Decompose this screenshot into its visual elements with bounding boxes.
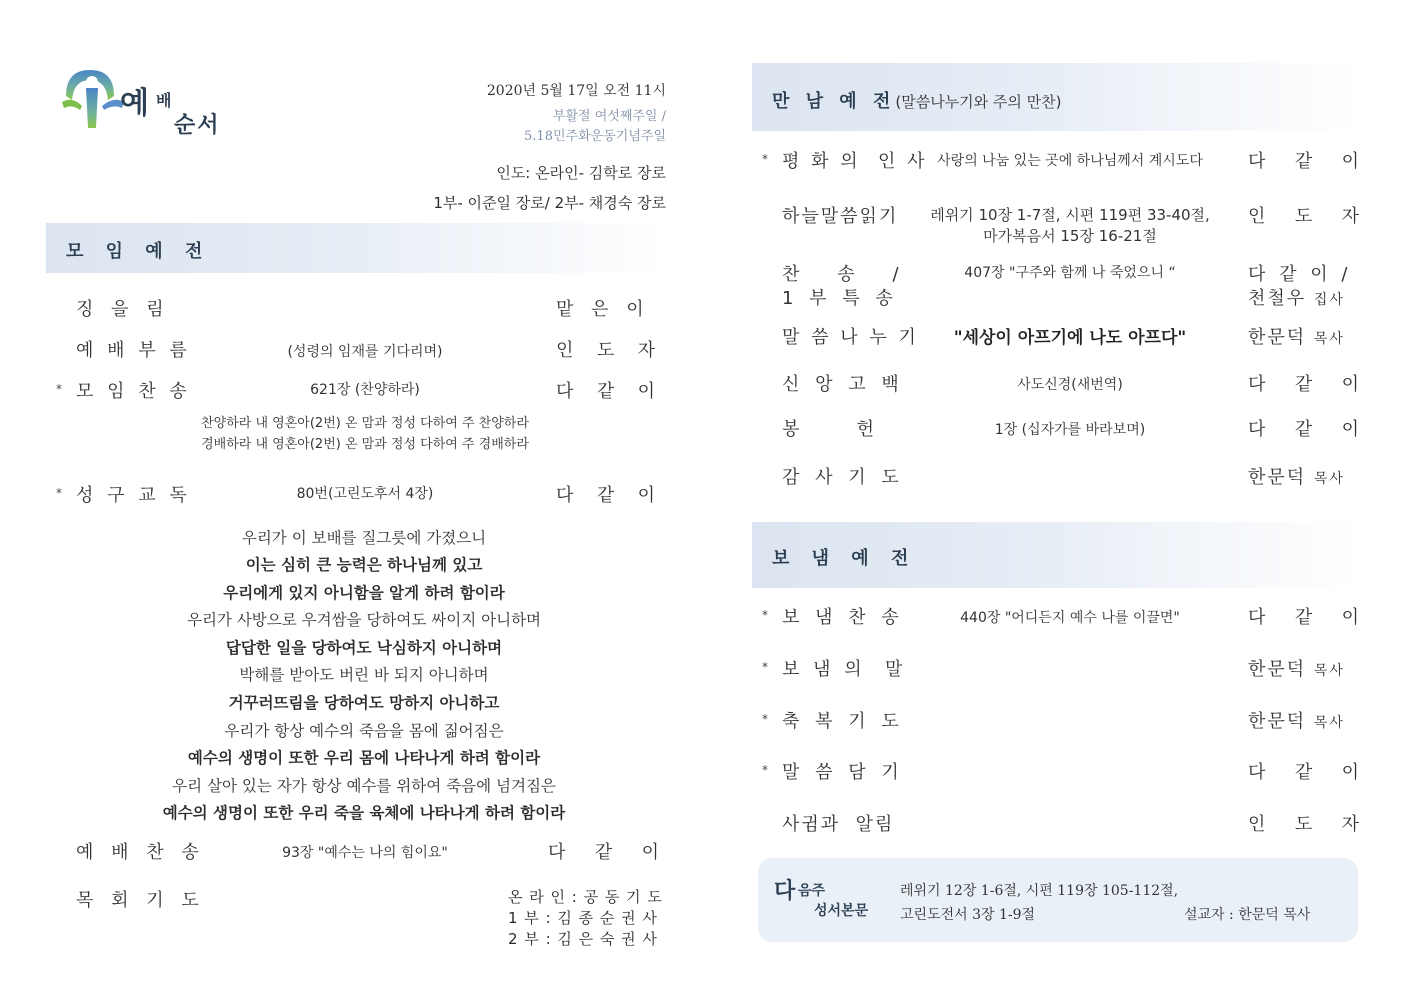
reading-line: 우리가 이 보배를 질그릇에 가졌으니: [241, 529, 487, 547]
order-row: [0, 333, 700, 363]
prayer-leaders: [508, 887, 663, 950]
leader-line-2: 1부- 이준일 장로/ 2부- 채경숙 장로: [433, 194, 666, 212]
order-item: 모 임 찬 송: [76, 381, 191, 402]
order-role: 목사: [1313, 331, 1345, 347]
order-who: 한문덕 목사: [1248, 711, 1345, 732]
order-row: [0, 478, 700, 508]
sending-title: 보 냄 예 전: [772, 548, 917, 569]
prayer-leader: 2 부 : 김 은 숙 권 사: [508, 930, 658, 948]
standing-mark: *: [762, 763, 768, 777]
next-week-label-small: 음주: [798, 883, 826, 899]
order-item: 예 배 부 름: [76, 340, 191, 361]
order-row: [0, 835, 700, 865]
order-who: 인 도 자: [556, 340, 660, 361]
sermon-title: "세상이 아프기에 나도 아프다": [953, 328, 1187, 348]
order-item: 봉 헌: [782, 419, 874, 440]
order-role: 집사: [1313, 292, 1345, 308]
order-who: 다 같 이: [548, 842, 666, 863]
meeting-title: 만 남 예 전(말씀나누기와 주의 만찬): [772, 91, 1062, 112]
standing-mark: *: [762, 608, 768, 622]
next-week-label: 다: [774, 879, 796, 904]
order-row: [752, 144, 1372, 174]
order-row: [752, 704, 1372, 734]
order-who: 한문덕 목사: [1248, 467, 1345, 488]
order-item: 징 을 림: [76, 299, 170, 320]
order-row: [752, 257, 1372, 309]
order-who: 인 도 자: [1248, 814, 1366, 835]
standing-mark: *: [762, 660, 768, 674]
order-item: 말 씀 나 누 기: [782, 327, 919, 348]
next-week-text: 고린도전서 3장 1-9절: [900, 907, 1036, 923]
order-item: 성 구 교 독: [76, 485, 191, 506]
logo-text-sub: 순서: [174, 113, 221, 138]
order-detail: 621장 (찬양하라): [310, 382, 420, 398]
gathering-title: 모 임 예 전: [66, 241, 211, 262]
order-item: 감 사 기 도: [782, 467, 904, 488]
reading-line: 우리 살아 있는 자가 항상 예수를 위하여 죽음에 넘겨짐은: [172, 777, 556, 795]
order-detail: 93장 "예수는 나의 힘이요": [282, 845, 448, 861]
hymn-lyric: 경배하라 내 영혼아(2번) 온 맘과 정성 다하여 주 경배하라: [201, 437, 529, 452]
order-row: [752, 460, 1372, 490]
reading-line: 이는 심히 큰 능력은 하나님께 있고: [245, 555, 483, 574]
order-who: 인 도 자: [1248, 206, 1366, 227]
order-role: 목사: [1313, 663, 1345, 679]
order-row: [0, 292, 700, 322]
order-who: 한문덕 목사: [1248, 327, 1345, 348]
order-detail: 80번(고린도후서 4장): [296, 486, 434, 502]
order-row: [752, 320, 1372, 350]
order-who: 다 같 이: [1248, 151, 1366, 172]
standing-mark: *: [762, 152, 768, 166]
hymn-lyric: 찬양하라 내 영혼아(2번) 온 맘과 정성 다하여 주 찬양하라: [201, 416, 529, 431]
next-week-text: 레위기 12장 1-6절, 시편 119장 105-112절,: [900, 883, 1179, 899]
order-who: 천철우 집사: [1248, 288, 1345, 309]
order-who: 맡 은 이: [556, 299, 650, 320]
reading-line: 예수의 생명이 또한 우리 몸에 나타나게 하려 함이라: [187, 748, 541, 767]
standing-mark: *: [56, 486, 62, 500]
order-who: 다 같 이: [556, 381, 660, 402]
order-detail: 사도신경(새번역): [1017, 377, 1123, 393]
order-who: 다 같 이: [1248, 374, 1366, 395]
order-item: 보 냄 찬 송: [782, 607, 904, 628]
order-item: 신 앙 고 백: [782, 374, 904, 395]
next-week-box: [758, 858, 1358, 942]
order-row: [752, 199, 1372, 247]
order-who: 다 같 이: [1248, 607, 1366, 628]
order-detail: 마가복음서 15장 16-21절: [983, 227, 1157, 245]
order-item: 찬 송 /: [782, 264, 902, 285]
order-row: [752, 807, 1372, 837]
order-who: 다 같 이: [556, 485, 660, 506]
logo-text: 예: [120, 86, 150, 121]
leader-line-1: 인도: 온라인- 김학로 장로: [496, 164, 666, 182]
reading-line: 박해를 받아도 버린 바 되지 아니하며: [239, 666, 489, 684]
standing-mark: *: [762, 712, 768, 726]
order-item: 축 복 기 도: [782, 711, 904, 732]
order-detail: 사랑의 나눔 있는 곳에 하나님께서 계시도다: [937, 153, 1203, 169]
order-role: 목사: [1313, 471, 1345, 487]
order-item: 하늘말씀읽기: [782, 206, 899, 227]
next-week-label-sub: 성서본문: [814, 903, 869, 919]
order-item: 1 부 특 송: [782, 288, 898, 309]
order-row: [752, 412, 1372, 442]
reading-line: 우리가 항상 예수의 죽음을 몸에 짊어짐은: [224, 722, 504, 740]
prayer-leader: 온 라 인 : 공 동 기 도: [508, 888, 663, 906]
leaders: [433, 158, 666, 218]
order-row: [0, 374, 700, 404]
order-role: 목사: [1313, 715, 1345, 731]
gathering-band: [46, 223, 666, 273]
order-who: 다 같 이 /: [1248, 264, 1352, 285]
reading-line: 우리에게 있지 아니함을 알게 하려 함이라: [223, 583, 505, 602]
sunday-name: 부활절 여섯째주일 / 5.18민주화운동기념주일: [524, 109, 666, 144]
reading-line: 거꾸러뜨림을 당하여도 망하지 아니하고: [228, 693, 500, 712]
reading-line: 예수의 생명이 또한 우리 죽을 육체에 나타나게 하려 함이라: [162, 803, 566, 822]
next-week-preacher: 설교자 : 한문덕 목사: [1184, 907, 1311, 923]
prayer-leader: 1 부 : 김 종 순 권 사: [508, 909, 658, 927]
order-item: 목 회 기 도: [76, 890, 205, 911]
meeting-band: [752, 63, 1358, 131]
service-date: 2020년 5월 17일 오전 11시: [486, 83, 666, 99]
standing-mark: *: [56, 382, 62, 396]
order-detail: 레위기 10장 1-7절, 시편 119편 33-40절,: [930, 206, 1210, 224]
order-who: 다 같 이: [1248, 762, 1366, 783]
order-detail: 440장 "어디든지 예수 나를 이끌면": [960, 610, 1180, 626]
reading-line: 답답한 일을 당하여도 낙심하지 아니하며: [225, 638, 503, 657]
order-who: 한문덕 목사: [1248, 659, 1345, 680]
order-detail: (성령의 임재를 기다리며): [287, 344, 443, 360]
order-item: 예 배 찬 송: [76, 842, 205, 863]
order-row: [752, 367, 1372, 397]
order-item: 사귐과 알림: [782, 814, 895, 835]
order-item: 보 냄 의 말: [782, 659, 907, 680]
order-detail: 1장 (십자가를 바라보며): [994, 422, 1146, 438]
order-detail: 407장 "구주와 함께 나 죽었으니 “: [964, 265, 1176, 281]
order-who: 다 같 이: [1248, 419, 1366, 440]
order-item: 말 씀 담 기: [782, 762, 904, 783]
logo-text-small: 배: [156, 91, 172, 110]
order-row: [752, 652, 1372, 682]
meeting-subtitle: (말씀나누기와 주의 만찬): [895, 93, 1062, 111]
logo-tree-icon: [58, 66, 128, 136]
order-row: [752, 600, 1372, 630]
sending-band: [752, 522, 1358, 588]
reading-line: 우리가 사방으로 우겨쌈을 당하여도 싸이지 아니하며: [186, 611, 542, 629]
order-item: 평 화 의 인 사: [782, 151, 928, 172]
order-row: [752, 755, 1372, 785]
